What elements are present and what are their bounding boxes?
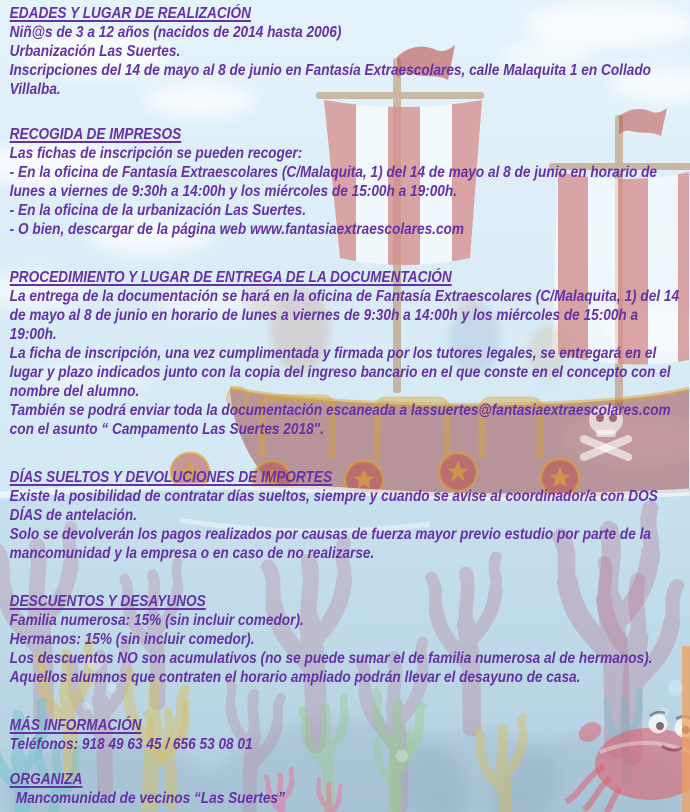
paragraph: Solo se devolverán los pagos realizados por causas de fuerza mayor previo estudio por parte de la mancomunidad y la empresa o en caso de no realizarse. [9,526,651,562]
organizer-name: Mancomunidad de vecinos “Las Suertes” [15,790,285,807]
paragraph: Hermanos: 15% (sin incluir comedor). [9,631,255,648]
paragraph: También se podrá enviar toda la documentación escaneada a lassuertes@fantasiaextraescolares.com con el asunto “ Campamento Las Suertes 2018". [9,402,671,438]
section-dias-sueltos-header: DÍAS SUELTOS Y DEVOLUCIONES DE IMPORTES [9,469,333,486]
paragraph: Existe la posibilidad de contratar días sueltos, siempre y cuando se avise al coordinador/a con DOS DÍAS de antelación. [9,488,658,524]
section-procedimiento [10,268,683,439]
paragraph: Niñ@s de 3 a 12 años (nacidos de 2014 hasta 2006) [9,24,342,41]
paragraph: - En la oficina de Fantasía Extraescolares (C/Malaquita, 1) del 14 de mayo al 8 de junio en horario de lunes a viernes de 9:30h a 14:00h y los miércoles de 15:00h a 19:00h. [9,164,658,200]
paragraph: Familia numerosa: 15% (sin incluir comedor). [9,612,304,629]
section-edades-header: EDADES Y LUGAR DE REALIZACIÓN [9,5,251,22]
phone-numbers: Teléfonos: 918 49 63 45 / 656 53 08 01 [9,736,253,753]
paragraph: Urbanización Las Suertes. [9,43,181,60]
section-dias-sueltos [10,468,683,563]
paragraph: Los descuentos NO son acumulativos (no se puede sumar el de familia numerosa al de hermanos). [9,650,653,667]
paragraph: Las fichas de inscripción se pueden recoger: [9,145,303,162]
paragraph: Aquellos alumnos que contraten el horario ampliado podrán llevar el desayuno de casa. [9,669,581,686]
section-organiza [10,770,683,808]
paragraph: La ficha de inscripción, una vez cumplimentada y firmada por los tutores legales, se entregará en el lugar y plazo indicados junto con la copia del ingreso bancario en el que conste en el concepto con el nombre del alumno. [9,345,671,400]
section-edades [10,4,683,99]
paragraph: - O bien, descargar de la página web www.fantasiaextraescolares.com [9,221,465,238]
paragraph: Inscripciones del 14 de mayo al 8 de junio en Fantasía Extraescolares, calle Malaquita 1 en Collado Villalba. [9,62,652,98]
section-mas-informacion-header: MÁS INFORMACIÓN [9,717,142,734]
section-procedimiento-header: PROCEDIMIENTO Y LUGAR DE ENTREGA DE LA DOCUMENTACIÓN [9,269,452,286]
section-descuentos-header: DESCUENTOS Y DESAYUNOS [9,593,206,610]
section-descuentos [10,592,683,687]
paragraph: - En la oficina de la urbanización Las Suertes. [9,202,307,219]
section-organiza-header: ORGANIZA [9,771,83,788]
section-mas-informacion [10,716,683,754]
paragraph: La entrega de la documentación se hará en la oficina de Fantasía Extraescolares (C/Malaquita, 1) del 14 de mayo al 8 de junio en horario de lunes a viernes de 9:30h a 14:00h y los miércoles de 15:00h a 19:00h. [9,288,680,343]
section-recogida-header: RECOGIDA DE IMPRESOS [9,126,182,143]
section-recogida [10,125,683,239]
flyer-text [0,4,690,808]
